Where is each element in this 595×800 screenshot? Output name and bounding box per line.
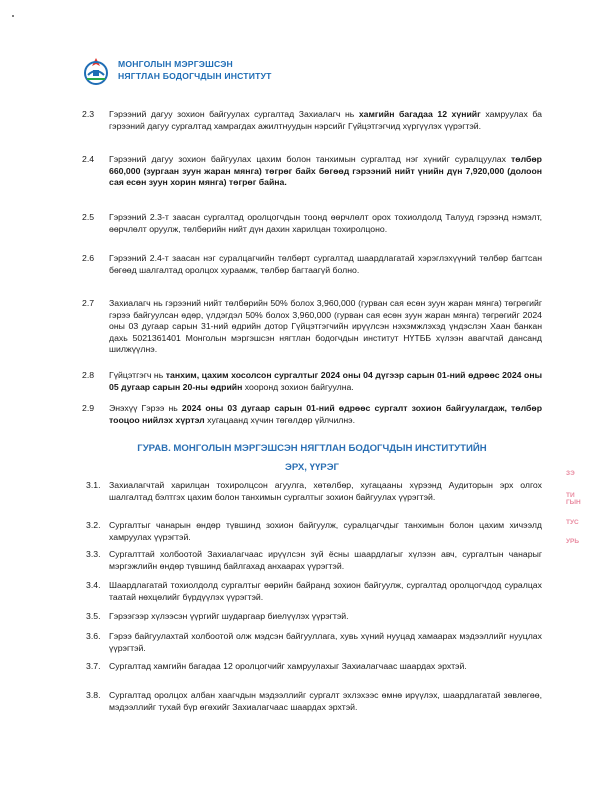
clause-number: 3.4. <box>86 580 101 590</box>
clause-number: 3.5. <box>86 611 101 621</box>
clause-3-3 <box>82 549 542 572</box>
clause-number: 2.9 <box>82 403 95 413</box>
clause-text: Сургалтад хамгийн багадаа 12 оролцогчийг хамруулахыг Захиалагчаас шаардах эрхтэй. <box>109 661 467 671</box>
clause-2-6 <box>82 253 542 276</box>
clause-3-4 <box>82 580 542 603</box>
clause-number: 3.7. <box>86 661 101 671</box>
section-3-heading: ГУРАВ. МОНГОЛЫН МЭРГЭШСЭН НЯГТЛАН БОДОГЧДЫН ИНСТИТУТИЙН <box>137 443 487 454</box>
clause-number: 3.2. <box>86 520 101 530</box>
org-name <box>118 58 272 82</box>
clause-text: Сургалттай холбоотой Захиалагчаас ирүүлсэн зүй ёсны шаардлагыг хүлээн авч, сургалтын чанарыг мэргэжлийн өндөр түвшинд байлгахад анхаарах үүрэгтэй. <box>109 549 542 571</box>
clause-text: Захиалагчтай харилцан тохиролцсон агуулга, хөтөлбөр, хугацааны хүрээнд Аудиторын эрх олгох шалгалтад бэлтгэх цахим болон танхимын сургалтыг зохион байгуулах үүрэгтэй. <box>109 480 542 502</box>
clause-2-4 <box>82 154 542 189</box>
clause-number: 2.4 <box>82 154 95 164</box>
clause-number: 2.3 <box>82 109 95 119</box>
clause-2-5 <box>82 212 542 235</box>
stamp-text: ТИ <box>566 491 575 499</box>
clause-text: Гэрээний 2.4-т заасан нэг суралцагчийн төлбөрт сургалтад шаардлагатай хэрэглэхүүний төлбөр багтсан бөгөөд шалгалтад оролцох хураамж, төлбөр багтаагүй болно. <box>109 253 542 275</box>
page-mark <box>12 15 14 17</box>
clause-text: Гэрээний 2.3-т заасан сургалтад оролцогчдын тоонд өөрчлөлт орох тохиолдолд Талууд гэрээнд нэмэлт, өөрчлөлт оруулж, төлбөрийн нийт дүн дахин харилцан тохиролцоно. <box>109 212 542 234</box>
clause-text: Гэрээний дагуу зохион байгуулах цахим болон танхимын сургалтад нэг хүнийг суралцуулах төлбөр 660,000 (зургаан зуун жаран мянга) төгрөг байх бөгөөд гэрээний нийт үнийн дүн 7,920,000 (долоон сая есөн зуун хорин мянга) төгрөг байна. <box>109 154 542 188</box>
clause-text: Сургалтад оролцох албан хаагчдын мэдээллийг сургалт эхлэхээс өмнө ирүүлэх, шаардлагатай зөвлөгөө, мэдээллийг тухай бүр өгөхийг Захиалагчаас шаардах эрхтэй. <box>109 690 542 712</box>
clause-number: 3.3. <box>86 549 101 559</box>
clause-2-9 <box>82 403 542 426</box>
clause-text: Гэрээ байгуулахтай холбоотой олж мэдсэн байгууллага, хувь хүний нууцад хамаарах мэдээллийг нууцлах үүрэгтэй. <box>109 631 542 653</box>
clause-3-7 <box>82 661 542 673</box>
section-3-subheading: ЭРХ, ҮҮРЭГ <box>285 462 339 473</box>
clause-2-7 <box>82 298 542 356</box>
clause-number: 2.6 <box>82 253 95 263</box>
clause-text: Сургалтыг чанарын өндөр түвшинд зохион байгуулж, суралцагчдыг танхимын болон цахим хичээлд хамруулах үүрэгтэй. <box>109 520 542 542</box>
clause-number: 3.8. <box>86 690 101 700</box>
clause-3-2 <box>82 520 542 543</box>
clause-text: Гэрээний дагуу зохион байгуулах сургалтад Захиалагч нь хамгийн багадаа 12 хүнийг хамруулах ба гэрээний дагуу сургалтад хамрагдах ажилтнуудын нэрсийг Гүйцэтгэгчид хүргүүлэх үүрэгтэй. <box>109 109 542 131</box>
clause-number: 3.1. <box>86 480 101 490</box>
stamp-text: ЗЭ <box>566 470 575 477</box>
stamp-text: УРЬ <box>566 538 580 545</box>
clause-number: 2.7 <box>82 298 95 308</box>
clause-2-3 <box>82 109 542 132</box>
clause-number: 2.8 <box>82 370 95 380</box>
clause-text: Энэхүү Гэрээ нь 2024 оны 03 дугаар сарын 01-ний өдрөөс сургалт зохион байгуулагдаж, төлбөр тооцоо нийлэх хүртэл хугацаанд хүчин төгөлдөр үйлчилнэ. <box>109 403 542 425</box>
stamp-text: ГЫН <box>566 499 581 506</box>
clause-text: Захиалагч нь гэрээний нийт төлбөрийн 50% болох 3,960,000 (гурван сая есөн зуун жаран мянга) төгрөгийг гэрээ байгуулсан өдөр, үлдэгдэл 50% болох 3,960,000 (гурван сая есөн зуун жаран мянга) төгрөгийг 2024 оны 03 дугаар сарын 31-ний өдрийн дотор Гүйцэтгэгчийн ирүүлсэн нэхэмжлэхэд үндэслэн Хаан банкан дахь 5021361401 Монголын мэргэшсэн нягтлан бодогчдын институт НҮТББ хүлээн авагчтай дансанд шилжүүлнэ. <box>109 298 542 355</box>
clause-3-5 <box>82 611 542 623</box>
clause-2-8 <box>82 370 542 393</box>
clause-number: 2.5 <box>82 212 95 222</box>
clause-text: Гэрээгээр хүлээсэн үүргийг шударгаар биелүүлэх үүрэгтэй. <box>109 611 349 621</box>
stamp-fragment <box>566 470 595 546</box>
org-name-line1: МОНГОЛЫН МЭРГЭШСЭН <box>118 59 233 69</box>
clause-number: 3.6. <box>86 631 101 641</box>
clause-3-8 <box>82 690 542 713</box>
clause-text: Шаардлагатай тохиолдолд сургалтыг өөрийн байранд зохион байгуулж, сургалтад оролцогчдод суралцах таатай нөхцөлийг бүрдүүлэх үүрэгтэй. <box>109 580 542 602</box>
clause-3-6 <box>82 631 542 654</box>
stamp-text: ТУС <box>566 518 579 526</box>
institute-logo <box>80 56 112 86</box>
clause-3-1 <box>82 480 542 503</box>
org-name-line2: НЯГТЛАН БОДОГЧДЫН ИНСТИТУТ <box>118 71 272 81</box>
clause-text: Гүйцэтгэгч нь танхим, цахим хосолсон сургалтыг 2024 оны 04 дүгээр сарын 01-ний өдрөөс 2024 оны 05 дугаар сарын 20-ны өдрийн хооронд зохион байгуулна. <box>109 370 543 392</box>
